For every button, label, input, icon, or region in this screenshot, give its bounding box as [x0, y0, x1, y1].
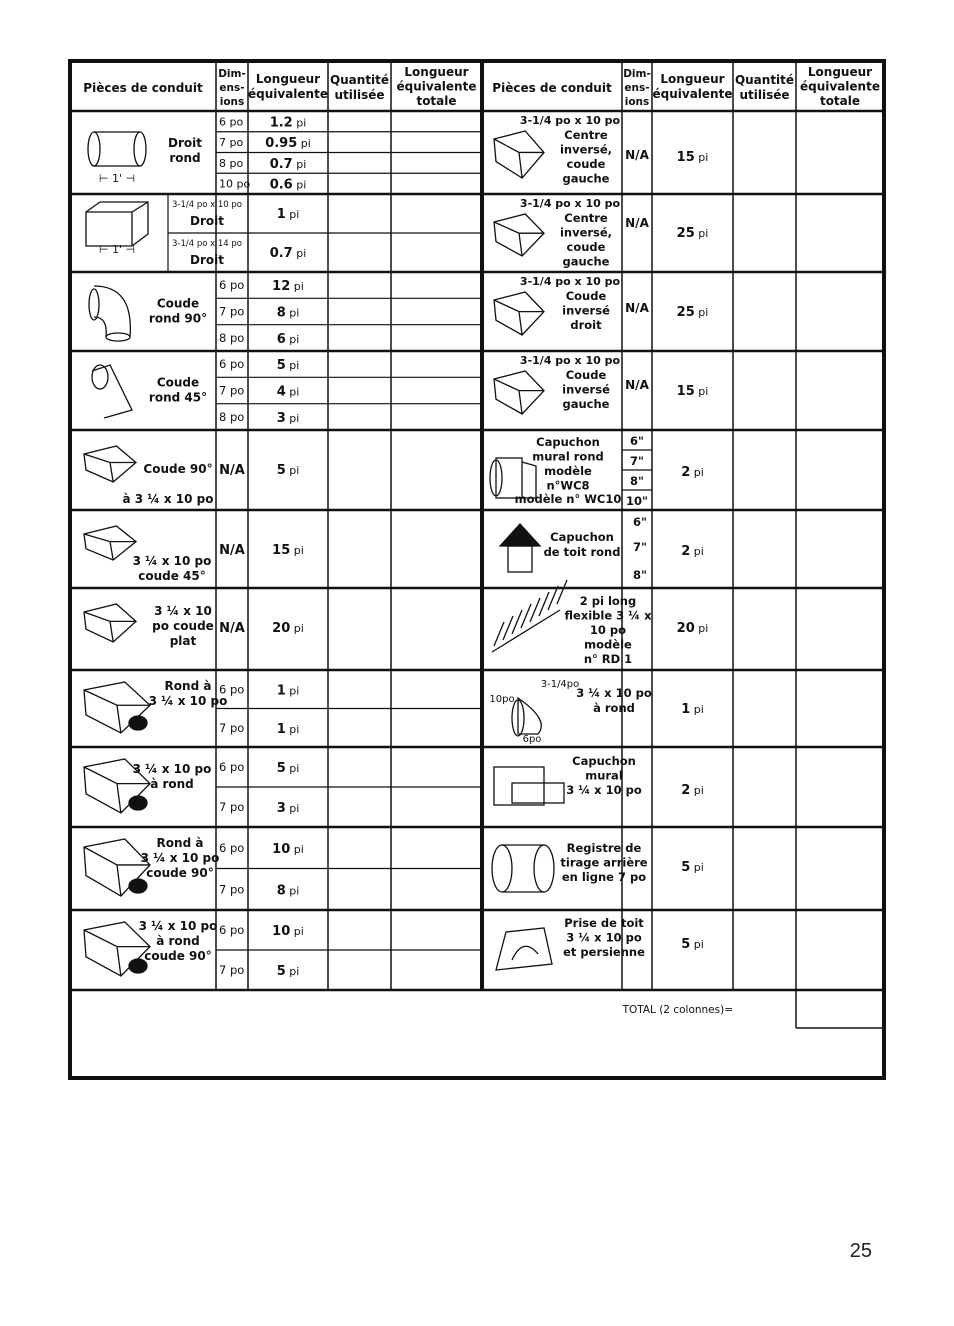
part-label: Centre	[564, 128, 608, 142]
part-label: 10 po	[589, 623, 627, 637]
part-label: 3 ¼ x 10 po	[132, 762, 212, 776]
part-label: n°WC8	[546, 478, 590, 493]
equivalent-length-value: 3 pi	[276, 801, 300, 816]
header-dimensions: Dim-	[218, 68, 246, 80]
part-label: plat	[169, 634, 197, 648]
dimension-value: 6"	[633, 515, 647, 529]
part-label: coude 90°	[144, 949, 212, 963]
part-label: tirage arrière	[560, 855, 648, 870]
dimension-value: 8 po	[219, 409, 245, 424]
equivalent-length-value: 5 pi	[681, 860, 704, 875]
equivalent-length-value: 1 pi	[276, 207, 300, 222]
part-size-label: 3-1/4 po x 10 po	[519, 197, 621, 210]
header-dimensions: Dim-	[623, 68, 651, 80]
header-quantity-used: Quantité	[734, 73, 795, 87]
part-label: gauche	[562, 254, 610, 269]
equivalent-length-value: 2 pi	[681, 783, 704, 798]
part-label: Registre de	[566, 841, 642, 855]
round-roof-cap-icon	[500, 524, 540, 572]
dimension-value: N/A	[625, 148, 649, 162]
equivalent-length-value: 25 pi	[676, 226, 709, 241]
equivalent-length-value: 12 pi	[272, 279, 304, 295]
part-label: modèle	[584, 637, 632, 652]
equivalent-length-value: 0.7 pi	[269, 246, 307, 261]
part-size-label: 3-1/4 po x 10 po	[519, 354, 621, 367]
dimension-value: 6 po	[219, 923, 245, 937]
equivalent-length-value: 5 pi	[276, 761, 300, 776]
roof-vent-louver-icon	[496, 928, 552, 970]
part-label: droit	[570, 318, 602, 332]
total-label: TOTAL (2 colonnes)=	[622, 1004, 733, 1016]
dimension-value: 6 po	[219, 278, 245, 293]
part-label: rond 45°	[148, 390, 208, 405]
dimension-value: 7 po	[219, 304, 245, 319]
header-total-length: totale	[416, 94, 457, 108]
part-label: n° RD 1	[583, 652, 633, 666]
part-label: inversé	[562, 382, 610, 397]
part-label: modèle n° WC10	[514, 492, 622, 506]
part-label: 3 ¼ x 10 po	[566, 930, 642, 945]
part-label: Capuchon	[572, 754, 636, 768]
round-to-rect-elbow-icon	[84, 839, 150, 896]
equivalent-length-value: 5 pi	[276, 964, 300, 979]
equivalent-length-value: 8 pi	[276, 883, 300, 899]
equivalent-length-value: 1.2 pi	[269, 115, 307, 131]
header-quantity-used: Quantité	[329, 73, 390, 87]
part-size-label: 3-1/4 po x 10 po	[519, 275, 621, 288]
part-label: à rond	[150, 777, 194, 791]
part-label: et persienne	[563, 945, 645, 959]
dimension-callout: 10po	[489, 694, 515, 705]
part-label: à rond	[156, 934, 200, 948]
part-label: inversé	[562, 303, 610, 318]
sub-part-label: Droit	[190, 253, 224, 267]
dimension-value: 6 po	[219, 682, 245, 697]
dimension-value: 7"	[633, 540, 647, 554]
dimension-value: 7 po	[219, 383, 245, 398]
header-total-length: totale	[819, 94, 861, 108]
dimension-value: 7 po	[219, 136, 244, 150]
page-number: 25	[849, 1240, 872, 1262]
part-label: rond 90°	[148, 311, 208, 326]
part-label: Coude	[156, 375, 200, 390]
dimension-value: 8"	[630, 474, 644, 488]
equivalent-length-value: 0.95 pi	[265, 136, 311, 152]
dimension-value: 8"	[633, 568, 647, 582]
part-label: Prise de toit	[564, 916, 644, 930]
part-label: inversé,	[559, 225, 613, 240]
dimension-value: N/A	[625, 301, 649, 315]
header-dimensions: ens-	[219, 82, 245, 94]
equivalent-length-value: 0.7 pi	[269, 156, 307, 172]
header-total-length: Longueur	[807, 65, 873, 79]
part-label: Coude	[156, 296, 200, 311]
equivalent-length-value: 0.6 pi	[269, 177, 307, 193]
part-label: Rond à	[164, 679, 212, 693]
header-dimensions: ions	[624, 96, 650, 108]
equivalent-length-value: 15 pi	[676, 384, 709, 399]
part-label: coude	[566, 157, 606, 171]
dimension-arrow-label: ⊢ 1' ⊣	[98, 243, 136, 256]
equivalent-length-value: 2 pi	[681, 465, 704, 480]
reversed-center-left-elbow-icon	[494, 131, 544, 178]
sub-part-size: 3-1/4 po x 10 po	[171, 200, 243, 210]
dimension-value: 6 po	[219, 357, 245, 372]
part-label: 3 ¼ x 10 po	[576, 686, 652, 700]
part-label: 3 ¼ x 10 po	[148, 694, 228, 708]
dimension-value: 6 po	[219, 115, 244, 129]
part-label: Droit	[168, 136, 202, 150]
reversed-left-elbow-icon	[494, 371, 544, 414]
part-label: Centre	[564, 211, 608, 225]
equivalent-length-value: 5 pi	[276, 463, 300, 478]
header-equivalent-length: équivalente	[652, 87, 733, 101]
dimension-value: N/A	[219, 621, 245, 636]
part-label: Rond à	[156, 836, 204, 850]
equivalent-length-value: 10 pi	[272, 924, 304, 939]
part-label: en ligne 7 po	[561, 870, 647, 884]
equivalent-length-value: 1 pi	[681, 702, 704, 717]
rect-elbow-45-icon	[84, 526, 136, 560]
part-label: inversé,	[559, 142, 613, 157]
part-label: 3 ¼ x 10 po	[132, 554, 212, 568]
equivalent-length-value: 4 pi	[276, 384, 300, 400]
header-equivalent-length: Longueur	[660, 72, 725, 86]
dimension-value: 7"	[630, 454, 644, 468]
equivalent-length-value: 8 pi	[276, 305, 300, 321]
dimension-callout: 3-1/4po	[540, 679, 580, 690]
part-label: à 3 ¼ x 10 po	[122, 492, 214, 506]
part-label: 3 ¼ x 10	[154, 604, 212, 618]
header-quantity-used: utilisée	[739, 88, 790, 102]
part-label: 3 ¼ x 10 po	[138, 919, 218, 933]
equivalent-length-value: 10 pi	[272, 841, 304, 857]
part-label: Coude 90°	[143, 462, 213, 476]
dimension-value: 6 po	[219, 840, 245, 855]
equivalent-length-value: 2 pi	[681, 544, 704, 559]
dimension-value: N/A	[219, 463, 245, 478]
header-total-length: Longueur	[404, 65, 469, 79]
header-dimensions: ions	[219, 96, 245, 108]
part-label: à rond	[593, 701, 635, 715]
part-label: Capuchon	[536, 435, 600, 449]
sub-part-label: Droit	[190, 214, 224, 228]
equivalent-length-value: 1 pi	[276, 683, 300, 699]
dimension-value: 8 po	[219, 330, 245, 345]
inline-backdraft-damper-icon	[492, 845, 554, 892]
reversed-right-elbow-icon	[494, 292, 544, 335]
part-size-label: 3-1/4 po x 10 po	[519, 114, 621, 127]
part-label: gauche	[562, 171, 610, 186]
dimension-value: N/A	[219, 543, 245, 558]
rect-elbow-90-icon	[84, 446, 136, 482]
dimension-value: 7 po	[219, 882, 245, 897]
part-label: rond	[169, 151, 201, 165]
part-label: po coude	[152, 619, 214, 633]
equivalent-length-value: 6 pi	[276, 331, 300, 347]
equivalent-length-value: 15 pi	[676, 150, 709, 165]
dimension-value: 10 po	[219, 177, 251, 191]
dimension-arrow-label: ⊢ 1' ⊣	[98, 172, 136, 185]
part-label: 3 ¼ x 10 po	[140, 851, 220, 865]
header-total-length: équivalente	[396, 79, 477, 94]
header-dimensions: ens-	[624, 82, 650, 94]
straight-round-duct-icon	[88, 132, 146, 166]
dimension-value: 7 po	[219, 963, 245, 977]
sub-part-size: 3-1/4 po x 14 po	[171, 239, 243, 249]
dimension-value: 7 po	[219, 800, 245, 814]
header-equivalent-length: Longueur	[255, 72, 321, 86]
part-label: Coude	[565, 368, 607, 382]
header-quantity-used: utilisée	[334, 88, 385, 102]
part-label: coude 90°	[146, 866, 214, 880]
dimension-value: 8 po	[219, 156, 244, 170]
flat-elbow-icon	[84, 604, 136, 642]
header-pieces: Pièces de conduit	[492, 81, 612, 95]
equivalent-length-value: 25 pi	[676, 305, 709, 320]
part-label: 3 ¼ x 10 po	[566, 783, 642, 797]
equivalent-length-value: 1 pi	[276, 721, 300, 737]
part-label: modèle	[544, 464, 592, 478]
equivalent-length-value: 5 pi	[276, 358, 300, 374]
part-label: gauche	[562, 397, 610, 411]
round-to-rect-transition-icon	[84, 682, 150, 733]
dimension-value: 7 po	[219, 720, 245, 735]
header-total-length: équivalente	[800, 79, 880, 94]
part-label: mural rond	[532, 449, 604, 464]
equivalent-length-value: 5 pi	[681, 937, 704, 952]
part-label: mural	[585, 768, 623, 783]
straight-rect-duct-icon	[86, 202, 148, 246]
reversed-center-left-elbow-icon	[494, 214, 544, 256]
part-label: coude 45°	[138, 569, 206, 583]
rect-to-round-adapter-icon	[512, 698, 541, 736]
equivalent-length-value: 3 pi	[276, 410, 300, 426]
header-pieces: Pièces de conduit	[83, 81, 203, 95]
dimension-value: N/A	[625, 216, 649, 230]
dimension-value: 6"	[630, 434, 644, 448]
header-equivalent-length: équivalente	[248, 87, 328, 101]
part-label: Capuchon	[550, 530, 614, 544]
part-label: 2 pi long	[579, 594, 637, 608]
flexible-duct-icon	[492, 580, 567, 652]
equivalent-length-value: 20 pi	[676, 621, 709, 636]
dimension-callout: 6po	[522, 734, 542, 745]
part-label: coude	[566, 240, 606, 254]
dimension-value: 10"	[626, 494, 648, 508]
equivalent-length-value: 15 pi	[272, 543, 304, 558]
rect-wall-cap-icon	[494, 767, 564, 805]
part-label: Coude	[565, 289, 607, 303]
dimension-value: 6 po	[219, 760, 245, 774]
dimension-value: N/A	[625, 378, 649, 392]
part-label: de toit rond	[543, 545, 621, 559]
equivalent-length-value: 20 pi	[272, 621, 304, 636]
round-elbow-45-icon	[92, 365, 132, 418]
part-label: flexible 3 ¼ x	[564, 608, 652, 623]
round-elbow-90-icon	[89, 286, 130, 341]
